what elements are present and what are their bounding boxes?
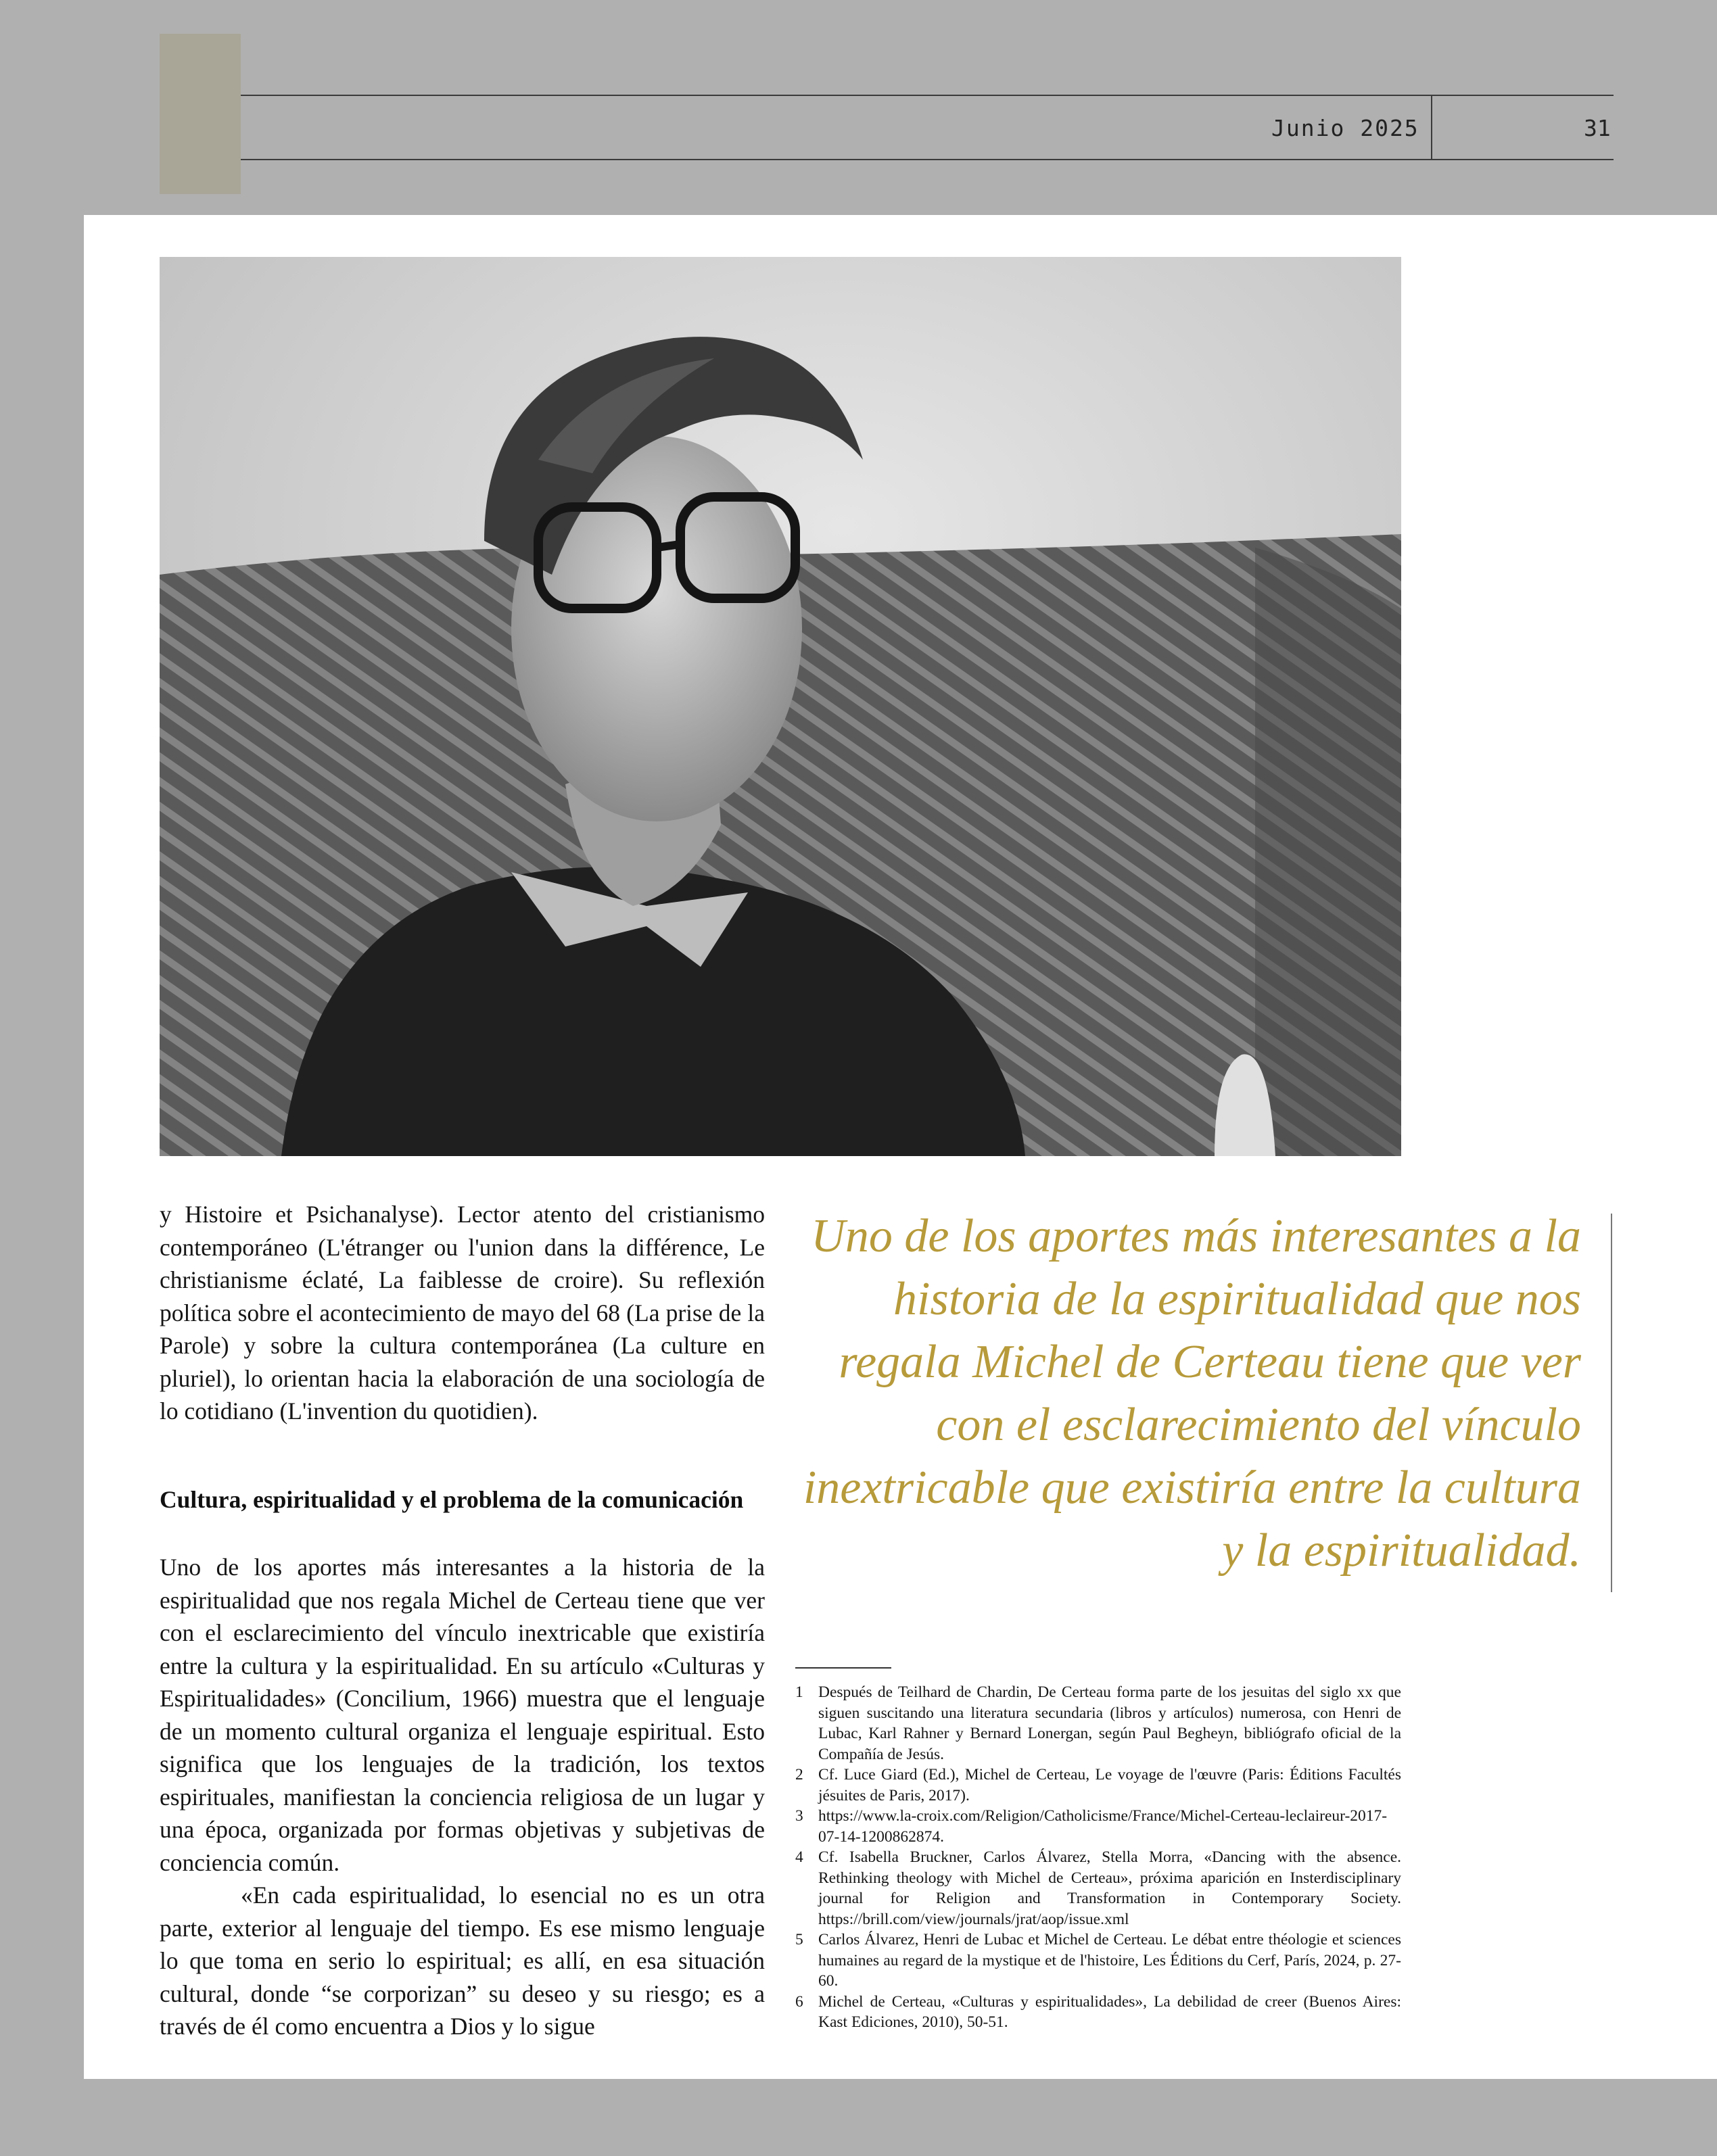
footnote-number: 5 <box>795 1931 803 1948</box>
footnote-text: Después de Teilhard de Chardin, De Certeau forma parte de los jesuitas del siglo xx que siguen suscitando una literatura secundaria (libros y artículos) numerosa, con Henri de Lubac, Karl Rahner y Bernard Lonergan, según Paul Begheyn, bibliógrafo oficial de la Compañía de Jesús. <box>818 1683 1401 1763</box>
header-separator <box>1431 95 1432 160</box>
footnote-number: 4 <box>795 1848 803 1866</box>
section-body <box>160 1551 765 2043</box>
pull-quote: Uno de los aportes más interesantes a la historia de la espiritualidad que nos regala Michel de Certeau tiene que ver con el esclarecimiento del vínculo inextricable que existiría entre la cultura y la espiritualidad. <box>803 1210 1581 1577</box>
footnote-text: Michel de Certeau, «Culturas y espiritualidades», La debilidad de creer (Buenos Aires: Kast Ediciones, 2010), 50-51. <box>818 1992 1401 2031</box>
header-rule-bottom <box>241 159 1614 160</box>
intro-paragraph: y Histoire et Psichanalyse). Lector atento del cristianismo contemporáneo (L'étranger ou l'union dans la différence, Le christianisme éclaté, La faiblesse de croire). Su reflexión política sobre el acontecimiento de mayo del 68 (La prise de la Parole) y sobre la cultura contemporánea (La culture en pluriel), lo orientan hacia la elaboración de una sociología de lo cotidiano (L'invention du quotidien). <box>160 1201 765 1424</box>
body-paragraph: «En cada espiritualidad, lo esencial no es un otra parte, exterior al lenguaje del tiempo. Es ese mismo lenguaje lo que toma en serio lo espiritual; es allí, en esa situación cultural, donde “se corporizan” su deseo y su riesgo; es a través de él como encuentra a Dios y lo sigue <box>160 1882 765 2040</box>
footnote-number: 3 <box>795 1807 803 1825</box>
footnote <box>795 1930 1401 1992</box>
footnote <box>795 1806 1401 1847</box>
footnote-divider <box>795 1667 891 1669</box>
footnote-number: 2 <box>795 1766 803 1783</box>
footnote <box>795 1992 1401 2033</box>
body-paragraph: Uno de los aportes más interesantes a la historia de la espiritualidad que nos regala Michel de Certeau tiene que ver con el esclarecimiento del vínculo inextricable que existiría entre la cultura y la espiritualidad. En su artículo «Culturas y Espiritualidades» (Concilium, 1966) muestra que el lenguaje de un momento cultural organiza el lenguaje espiritual. Esto significa que los lenguajes de la tradición, los textos espirituales, manifiestan la conciencia religiosa de un lugar y una época, organizada por formas objetivas y subjetivas de conciencia común. <box>160 1554 765 1876</box>
footnote-text: Cf. Luce Giard (Ed.), Michel de Certeau, Le voyage de l'œuvre (Paris: Éditions Facultés jésuites de Paris, 2017). <box>818 1766 1401 1804</box>
footnote-text: Carlos Álvarez, Henri de Lubac et Michel de Certeau. Le débat entre théologie et sciences humaines au regard de la mystique et de l'histoire, Les Éditions du Cerf, París, 2024, p. 27-60. <box>818 1931 1401 1990</box>
footnote <box>795 1847 1401 1930</box>
portrait-photo <box>160 257 1401 1156</box>
footnotes <box>795 1682 1401 2033</box>
footnote <box>795 1765 1401 1806</box>
footnote-number: 1 <box>795 1683 803 1701</box>
header-tab-block <box>160 34 241 194</box>
footnote-link-text[interactable]: https://www.la-croix.com/Religion/Catholicisme/France/Michel-Certeau-leclaireur-2017-07-14-1200862874. <box>818 1807 1388 1846</box>
section-heading: Cultura, espiritualidad y el problema de la comunicación <box>160 1486 744 1513</box>
issue-date: Junio 2025 <box>1271 115 1419 141</box>
pull-quote-rule <box>1611 1214 1612 1592</box>
footnote <box>795 1682 1401 1765</box>
footnote-number: 6 <box>795 1992 803 2011</box>
footnote-text: Cf. Isabella Bruckner, Carlos Álvarez, Stella Morra, «Dancing with the absence. Rethinking theology with Michel de Certeau», próxima aparición en Insterdisciplinary journal for Religion and Transformation in Contemporary Society. https://brill.com/view/journals/jrat/aop/issue.xml <box>818 1848 1401 1928</box>
header-rule-top <box>241 95 1614 96</box>
page-number: 31 <box>1584 115 1611 141</box>
